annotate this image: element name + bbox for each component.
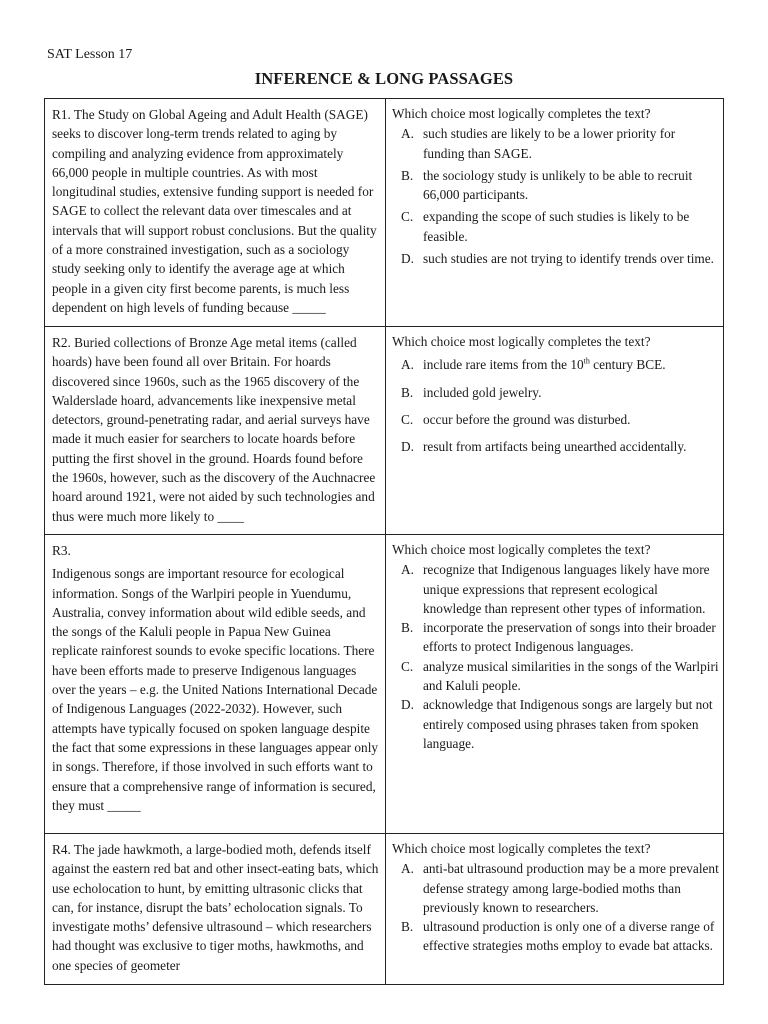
option-c[interactable] xyxy=(392,657,719,696)
question-prompt: Which choice most logically completes the text? xyxy=(392,841,651,856)
option-letter: B. xyxy=(401,384,414,400)
option-text: expanding the scope of such studies is likely to be feasible. xyxy=(423,209,690,244)
question-label: R3. xyxy=(52,543,71,558)
option-text: occur before the ground was disturbed. xyxy=(423,411,631,427)
option-a[interactable] xyxy=(392,355,719,374)
option-d[interactable] xyxy=(392,437,719,456)
option-text: include rare items from the 10th century BCE. xyxy=(423,356,666,373)
choices-cell xyxy=(386,834,724,985)
option-letter: B. xyxy=(401,620,414,636)
passage-text: Indigenous songs are important resource for ecological information. Songs of the Warlpiri people in Yuendumu, Australia, convey information about wild edible seeds, and the songs of the Kaluli people in Papua New Guinea replicate rainforest sounds to evoke specific locations. There have been efforts made to preserve Indigenous languages over the years – e.g. the United Nations International Decade of Indigenous Languages (2022-2032). However, such attempts have typically focused on spoken language despite the fact that some expressions in these languages appear only in songs. Therefore, if those involved in such efforts want to ensure that a comprehensive range of information is secured, they must _____ xyxy=(52,566,379,813)
choices-cell xyxy=(386,99,724,327)
option-text: result from artifacts being unearthed accidentally. xyxy=(423,439,687,455)
passage-text: R1. The Study on Global Ageing and Adult Health (SAGE) seeks to discover long-term trends related to aging by compiling and analyzing evidence from approximately 66,000 people in multiple countries. As with most longitudinal studies, extensive funding support is needed for SAGE to collect the relevant data over timescales and at intervals that will support robust conclusions. But the quality of a more constrained investigation, such as a sociology study seeking only to identify the average age at which people in a given city first become parents, is much less dependent on high levels of funding because _____ xyxy=(52,107,377,315)
option-d[interactable] xyxy=(392,249,719,268)
option-b[interactable] xyxy=(392,917,719,956)
option-letter: B. xyxy=(401,167,414,183)
question-row-r2 xyxy=(45,327,724,535)
option-letter: D. xyxy=(401,251,414,267)
passage-cell xyxy=(45,327,386,535)
question-row-r1 xyxy=(45,99,724,327)
option-text: such studies are not trying to identify trends over time. xyxy=(423,251,714,267)
option-letter: D. xyxy=(401,439,414,455)
option-letter: C. xyxy=(401,658,414,674)
option-text: included gold jewelry. xyxy=(423,384,542,400)
option-text: incorporate the preservation of songs into their broader efforts to protect Indigenous languages. xyxy=(423,620,716,655)
option-letter: A. xyxy=(401,357,414,373)
option-b[interactable] xyxy=(392,383,719,402)
option-letter: A. xyxy=(401,562,414,578)
option-c[interactable] xyxy=(392,207,719,246)
option-letter: A. xyxy=(401,126,414,142)
option-a[interactable] xyxy=(392,124,719,163)
passage-cell xyxy=(45,834,386,985)
option-letter: A. xyxy=(401,861,414,877)
choices-cell xyxy=(386,535,724,834)
option-letter: B. xyxy=(401,919,414,935)
option-text: recognize that Indigenous languages likely have more unique expressions that represent ecological knowledge than represent other types of information. xyxy=(423,562,710,616)
option-text: the sociology study is unlikely to be able to recruit 66,000 participants. xyxy=(423,167,693,203)
question-prompt: Which choice most logically completes the text? xyxy=(392,542,651,557)
option-c[interactable] xyxy=(392,410,719,429)
passage-cell xyxy=(45,99,386,327)
option-letter: D. xyxy=(401,697,414,713)
option-text: acknowledge that Indigenous songs are largely but not entirely composed using phrases taken from spoken language. xyxy=(423,697,713,751)
option-text: anti-bat ultrasound production may be a more prevalent defense strategy among large-bodied moths than previously known to researchers. xyxy=(423,861,719,915)
option-a[interactable] xyxy=(392,560,719,618)
option-letter: C. xyxy=(401,411,414,427)
passage-text: R4. The jade hawkmoth, a large-bodied moth, defends itself against the eastern red bat and other insect-eating bats, which use echolocation to hunt, by emitting ultrasonic clicks that can, for instance, disrupt the bats’ echolocation signals. To investigate moths’ defensive ultrasound – which researchers had thought was exclusive to tiger moths, hawkmoths, and one species of geometer xyxy=(52,842,379,973)
option-text: analyze musical similarities in the songs of the Warlpiri and Kaluli people. xyxy=(423,658,719,694)
question-row-r4 xyxy=(45,834,724,985)
question-prompt: Which choice most logically completes the text? xyxy=(392,334,651,349)
option-d[interactable] xyxy=(392,695,719,753)
passage-text: R2. Buried collections of Bronze Age metal items (called hoards) have been found all over Britain. For hoards discovered since 1960s, such as the 1965 discovery of the Walderslade hoard, advancements like inexpensive metal detectors, ground-penetrating radar, and aerial surveys have made it much easier for searchers to locate hoards before putting the first shovel in the ground. Hoards found before the 1960s, however, such as the discovery of the Auchnacree hoard around 1921, were not aided by such technologies and thus were much more likely to ____ xyxy=(52,335,376,524)
question-table xyxy=(44,98,724,985)
option-text: such studies are likely to be a lower priority for funding than SAGE. xyxy=(423,126,676,161)
lesson-label: SAT Lesson 17 xyxy=(47,47,133,62)
option-b[interactable] xyxy=(392,166,719,205)
choices-cell xyxy=(386,327,724,535)
page-title: INFERENCE & LONG PASSAGES xyxy=(254,69,514,88)
question-prompt: Which choice most logically completes the text? xyxy=(392,106,651,121)
passage-cell xyxy=(45,535,386,834)
question-row-r3 xyxy=(45,535,724,834)
option-a[interactable] xyxy=(392,859,719,917)
option-letter: C. xyxy=(401,209,414,225)
option-text: ultrasound production is only one of a diverse range of effective strategies moths employ to evade bat attacks. xyxy=(423,919,715,954)
option-b[interactable] xyxy=(392,618,719,657)
